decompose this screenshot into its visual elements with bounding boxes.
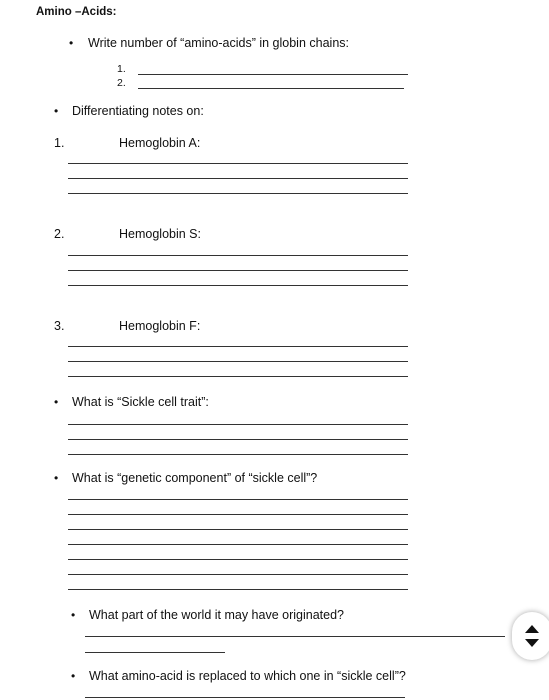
page-navigation-control[interactable] bbox=[512, 612, 549, 660]
answer-number-1: 1. bbox=[117, 63, 126, 75]
answer-line bbox=[68, 574, 408, 575]
question-origin: What part of the world it may have originated? bbox=[89, 608, 344, 622]
arrow-down-icon[interactable] bbox=[525, 639, 539, 647]
hemoglobin-f-label: Hemoglobin F: bbox=[119, 319, 201, 333]
question-genetic-component: What is “genetic component” of “sickle cell”? bbox=[72, 471, 318, 485]
arrow-up-icon[interactable] bbox=[525, 625, 539, 633]
bullet-icon: • bbox=[71, 608, 76, 622]
hemoglobin-a-label: Hemoglobin A: bbox=[119, 136, 201, 150]
answer-line bbox=[68, 589, 408, 590]
answer-line bbox=[68, 193, 408, 194]
answer-line bbox=[68, 163, 408, 164]
answer-line bbox=[138, 88, 404, 89]
answer-line bbox=[68, 361, 408, 362]
bullet-icon: • bbox=[71, 669, 76, 683]
bullet-icon: • bbox=[69, 36, 74, 50]
answer-line bbox=[68, 178, 408, 179]
answer-line bbox=[68, 559, 408, 560]
question-amino-acid-count: Write number of “amino-acids” in globin chains: bbox=[88, 36, 349, 50]
answer-line bbox=[68, 454, 408, 455]
answer-line bbox=[68, 424, 408, 425]
worksheet-title: Amino –Acids: bbox=[36, 6, 117, 18]
hemoglobin-s-label: Hemoglobin S: bbox=[119, 227, 201, 241]
answer-line bbox=[68, 514, 408, 515]
answer-line bbox=[85, 697, 405, 698]
question-amino-acid-replaced: What amino-acid is replaced to which one in “sickle cell”? bbox=[89, 669, 406, 683]
answer-number-2: 2. bbox=[117, 77, 126, 89]
question-sickle-cell-trait: What is “Sickle cell trait”: bbox=[72, 395, 209, 409]
answer-line bbox=[68, 439, 408, 440]
hemoglobin-f-number: 3. bbox=[54, 319, 65, 333]
bullet-icon: • bbox=[54, 104, 59, 118]
bullet-icon: • bbox=[54, 471, 59, 485]
answer-line bbox=[68, 529, 408, 530]
hemoglobin-a-number: 1. bbox=[54, 136, 65, 150]
answer-line bbox=[85, 636, 505, 637]
answer-line bbox=[68, 285, 408, 286]
answer-line bbox=[68, 255, 408, 256]
bullet-icon: • bbox=[54, 395, 59, 409]
answer-line bbox=[68, 346, 408, 347]
answer-line bbox=[68, 376, 408, 377]
answer-line bbox=[68, 544, 408, 545]
hemoglobin-s-number: 2. bbox=[54, 227, 65, 241]
differentiating-notes-heading: Differentiating notes on: bbox=[72, 104, 204, 118]
answer-line bbox=[138, 74, 408, 75]
answer-line bbox=[68, 499, 408, 500]
answer-line bbox=[85, 652, 225, 653]
answer-line bbox=[68, 270, 408, 271]
